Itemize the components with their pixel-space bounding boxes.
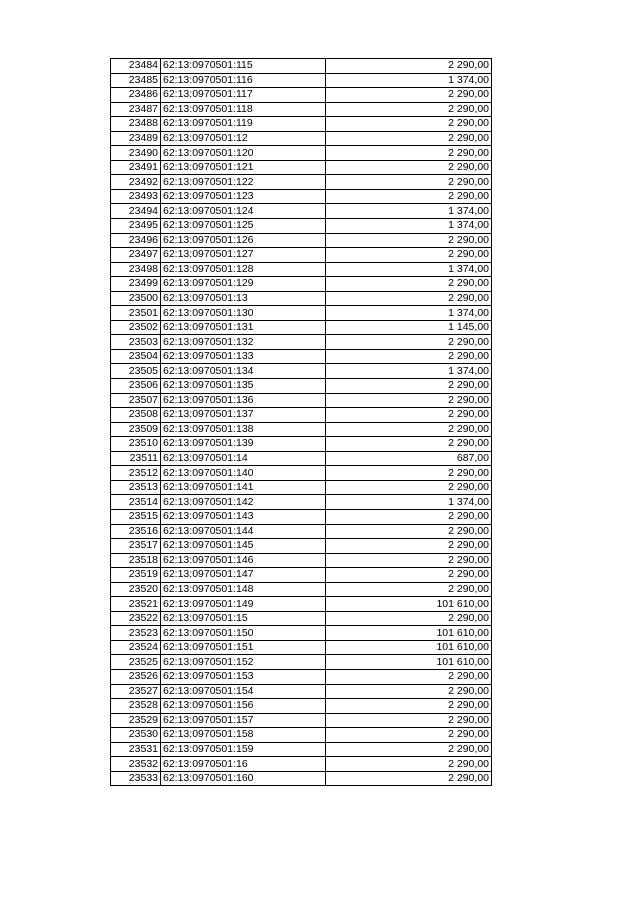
- table-row: [111, 582, 492, 597]
- row-number-cell: 23490: [111, 146, 161, 161]
- value-cell: 1 145,00: [326, 320, 492, 335]
- value-cell: 2 290,00: [326, 102, 492, 117]
- table-row: [111, 757, 492, 772]
- row-number-cell: 23509: [111, 422, 161, 437]
- table-row: [111, 626, 492, 641]
- value-cell: 2 290,00: [326, 422, 492, 437]
- cadastral-number-cell: 62:13:0970501:116: [161, 73, 326, 88]
- value-cell: 2 290,00: [326, 59, 492, 74]
- cadastral-number-cell: 62:13:0970501:148: [161, 582, 326, 597]
- table-row: [111, 597, 492, 612]
- value-cell: 1 374,00: [326, 204, 492, 219]
- table-row: [111, 349, 492, 364]
- value-cell: 101 610,00: [326, 640, 492, 655]
- value-cell: 101 610,00: [326, 626, 492, 641]
- row-number-cell: 23484: [111, 59, 161, 74]
- table-row: [111, 393, 492, 408]
- value-cell: 2 290,00: [326, 539, 492, 554]
- value-cell: 2 290,00: [326, 728, 492, 743]
- table-row: [111, 160, 492, 175]
- row-number-cell: 23487: [111, 102, 161, 117]
- value-cell: 2 290,00: [326, 88, 492, 103]
- value-cell: 2 290,00: [326, 568, 492, 583]
- table-row: [111, 480, 492, 495]
- row-number-cell: 23512: [111, 466, 161, 481]
- row-number-cell: 23486: [111, 88, 161, 103]
- table-row: [111, 422, 492, 437]
- row-number-cell: 23504: [111, 349, 161, 364]
- row-number-cell: 23506: [111, 379, 161, 394]
- row-number-cell: 23526: [111, 669, 161, 684]
- value-cell: 2 290,00: [326, 757, 492, 772]
- cadastral-number-cell: 62:13:0970501:119: [161, 117, 326, 132]
- cadastral-number-cell: 62:13:0970501:122: [161, 175, 326, 190]
- row-number-cell: 23530: [111, 728, 161, 743]
- row-number-cell: 23496: [111, 233, 161, 248]
- row-number-cell: 23518: [111, 553, 161, 568]
- cadastral-number-cell: 62:13:0970501:120: [161, 146, 326, 161]
- cadastral-number-cell: 62:13:0970501:126: [161, 233, 326, 248]
- cadastral-number-cell: 62:13:0970501:144: [161, 524, 326, 539]
- row-number-cell: 23522: [111, 611, 161, 626]
- table-row: [111, 466, 492, 481]
- cadastral-number-cell: 62:13:0970501:115: [161, 59, 326, 74]
- table-row: [111, 539, 492, 554]
- cadastral-number-cell: 62:13:0970501:12: [161, 131, 326, 146]
- table-row: [111, 364, 492, 379]
- row-number-cell: 23494: [111, 204, 161, 219]
- value-cell: 2 290,00: [326, 248, 492, 263]
- cadastral-number-cell: 62:13:0970501:141: [161, 480, 326, 495]
- value-cell: 2 290,00: [326, 480, 492, 495]
- cadastral-number-cell: 62:13:0970501:130: [161, 306, 326, 321]
- cadastral-number-cell: 62:13:0970501:131: [161, 320, 326, 335]
- table-row: [111, 379, 492, 394]
- row-number-cell: 23492: [111, 175, 161, 190]
- row-number-cell: 23501: [111, 306, 161, 321]
- table-row: [111, 320, 492, 335]
- value-cell: 2 290,00: [326, 713, 492, 728]
- table-row: [111, 451, 492, 466]
- value-cell: 2 290,00: [326, 408, 492, 423]
- value-cell: 2 290,00: [326, 684, 492, 699]
- cadastral-number-cell: 62:13:0970501:138: [161, 422, 326, 437]
- cadastral-number-cell: 62:13:0970501:129: [161, 277, 326, 292]
- value-cell: 2 290,00: [326, 233, 492, 248]
- table-row: [111, 509, 492, 524]
- row-number-cell: 23495: [111, 219, 161, 234]
- value-cell: 2 290,00: [326, 146, 492, 161]
- row-number-cell: 23527: [111, 684, 161, 699]
- cadastral-number-cell: 62:13:0970501:123: [161, 189, 326, 204]
- table-row: [111, 306, 492, 321]
- cadastral-number-cell: 62:13:0970501:136: [161, 393, 326, 408]
- cadastral-number-cell: 62:13:0970501:134: [161, 364, 326, 379]
- table-row: [111, 88, 492, 103]
- value-cell: 1 374,00: [326, 306, 492, 321]
- value-cell: 2 290,00: [326, 131, 492, 146]
- row-number-cell: 23520: [111, 582, 161, 597]
- table-row: [111, 59, 492, 74]
- value-cell: 2 290,00: [326, 117, 492, 132]
- cadastral-number-cell: 62:13:0970501:142: [161, 495, 326, 510]
- cadastral-number-cell: 62:13:0970501:139: [161, 437, 326, 452]
- cadastral-number-cell: 62:13:0970501:127: [161, 248, 326, 263]
- table-row: [111, 713, 492, 728]
- table-row: [111, 524, 492, 539]
- row-number-cell: 23505: [111, 364, 161, 379]
- table-row: [111, 699, 492, 714]
- value-cell: 687,00: [326, 451, 492, 466]
- row-number-cell: 23497: [111, 248, 161, 263]
- cadastral-number-cell: 62:13:0970501:151: [161, 640, 326, 655]
- value-cell: 2 290,00: [326, 466, 492, 481]
- value-cell: 2 290,00: [326, 349, 492, 364]
- table-row: [111, 553, 492, 568]
- value-cell: 2 290,00: [326, 160, 492, 175]
- table-row: [111, 219, 492, 234]
- table-body: [111, 59, 492, 786]
- cadastral-number-cell: 62:13:0970501:125: [161, 219, 326, 234]
- value-cell: 1 374,00: [326, 73, 492, 88]
- cadastral-number-cell: 62:13:0970501:146: [161, 553, 326, 568]
- cadastral-number-cell: 62:13:0970501:135: [161, 379, 326, 394]
- row-number-cell: 23491: [111, 160, 161, 175]
- table-row: [111, 655, 492, 670]
- row-number-cell: 23525: [111, 655, 161, 670]
- value-cell: 2 290,00: [326, 553, 492, 568]
- table-row: [111, 248, 492, 263]
- cadastral-number-cell: 62:13:0970501:128: [161, 262, 326, 277]
- cadastral-number-cell: 62:13:0970501:121: [161, 160, 326, 175]
- cadastral-value-table: [110, 58, 492, 786]
- row-number-cell: 23514: [111, 495, 161, 510]
- cadastral-number-cell: 62:13:0970501:16: [161, 757, 326, 772]
- table-row: [111, 277, 492, 292]
- row-number-cell: 23532: [111, 757, 161, 772]
- cadastral-number-cell: 62:13:0970501:143: [161, 509, 326, 524]
- row-number-cell: 23531: [111, 742, 161, 757]
- cadastral-number-cell: 62:13:0970501:133: [161, 349, 326, 364]
- table-row: [111, 495, 492, 510]
- value-cell: 2 290,00: [326, 582, 492, 597]
- value-cell: 2 290,00: [326, 509, 492, 524]
- cadastral-number-cell: 62:13:0970501:158: [161, 728, 326, 743]
- value-cell: 2 290,00: [326, 742, 492, 757]
- value-cell: 1 374,00: [326, 262, 492, 277]
- row-number-cell: 23510: [111, 437, 161, 452]
- value-cell: 2 290,00: [326, 277, 492, 292]
- row-number-cell: 23485: [111, 73, 161, 88]
- row-number-cell: 23502: [111, 320, 161, 335]
- cadastral-number-cell: 62:13:0970501:14: [161, 451, 326, 466]
- table-row: [111, 175, 492, 190]
- table-row: [111, 131, 492, 146]
- table-row: [111, 568, 492, 583]
- row-number-cell: 23488: [111, 117, 161, 132]
- table-row: [111, 684, 492, 699]
- table-row: [111, 669, 492, 684]
- value-cell: 2 290,00: [326, 611, 492, 626]
- cadastral-number-cell: 62:13:0970501:160: [161, 771, 326, 786]
- cadastral-number-cell: 62:13:0970501:137: [161, 408, 326, 423]
- row-number-cell: 23533: [111, 771, 161, 786]
- value-cell: 1 374,00: [326, 364, 492, 379]
- table-row: [111, 611, 492, 626]
- cadastral-number-cell: 62:13:0970501:150: [161, 626, 326, 641]
- value-cell: 2 290,00: [326, 291, 492, 306]
- value-cell: 2 290,00: [326, 669, 492, 684]
- cadastral-number-cell: 62:13:0970501:132: [161, 335, 326, 350]
- row-number-cell: 23493: [111, 189, 161, 204]
- value-cell: 2 290,00: [326, 524, 492, 539]
- row-number-cell: 23517: [111, 539, 161, 554]
- table-row: [111, 146, 492, 161]
- value-cell: 1 374,00: [326, 219, 492, 234]
- table-row: [111, 117, 492, 132]
- row-number-cell: 23500: [111, 291, 161, 306]
- value-cell: 2 290,00: [326, 189, 492, 204]
- table-row: [111, 335, 492, 350]
- row-number-cell: 23498: [111, 262, 161, 277]
- cadastral-number-cell: 62:13:0970501:117: [161, 88, 326, 103]
- row-number-cell: 23489: [111, 131, 161, 146]
- cadastral-number-cell: 62:13:0970501:152: [161, 655, 326, 670]
- cadastral-number-cell: 62:13:0970501:147: [161, 568, 326, 583]
- cadastral-number-cell: 62:13:0970501:156: [161, 699, 326, 714]
- row-number-cell: 23499: [111, 277, 161, 292]
- table-row: [111, 189, 492, 204]
- table-row: [111, 771, 492, 786]
- cadastral-number-cell: 62:13:0970501:153: [161, 669, 326, 684]
- table-row: [111, 742, 492, 757]
- row-number-cell: 23523: [111, 626, 161, 641]
- cadastral-number-cell: 62:13:0970501:140: [161, 466, 326, 481]
- table-row: [111, 728, 492, 743]
- value-cell: 2 290,00: [326, 379, 492, 394]
- row-number-cell: 23511: [111, 451, 161, 466]
- value-cell: 1 374,00: [326, 495, 492, 510]
- row-number-cell: 23528: [111, 699, 161, 714]
- value-cell: 2 290,00: [326, 437, 492, 452]
- value-cell: 2 290,00: [326, 699, 492, 714]
- table-row: [111, 102, 492, 117]
- table-row: [111, 408, 492, 423]
- row-number-cell: 23529: [111, 713, 161, 728]
- row-number-cell: 23508: [111, 408, 161, 423]
- table-row: [111, 291, 492, 306]
- cadastral-number-cell: 62:13:0970501:157: [161, 713, 326, 728]
- row-number-cell: 23521: [111, 597, 161, 612]
- row-number-cell: 23507: [111, 393, 161, 408]
- value-cell: 2 290,00: [326, 771, 492, 786]
- value-cell: 2 290,00: [326, 175, 492, 190]
- cadastral-number-cell: 62:13:0970501:145: [161, 539, 326, 554]
- table-row: [111, 262, 492, 277]
- table-row: [111, 73, 492, 88]
- table-row: [111, 640, 492, 655]
- table-row: [111, 437, 492, 452]
- value-cell: 2 290,00: [326, 335, 492, 350]
- cadastral-number-cell: 62:13:0970501:15: [161, 611, 326, 626]
- cadastral-number-cell: 62:13:0970501:149: [161, 597, 326, 612]
- row-number-cell: 23516: [111, 524, 161, 539]
- value-cell: 101 610,00: [326, 655, 492, 670]
- table-row: [111, 233, 492, 248]
- cadastral-number-cell: 62:13:0970501:159: [161, 742, 326, 757]
- cadastral-number-cell: 62:13:0970501:118: [161, 102, 326, 117]
- row-number-cell: 23519: [111, 568, 161, 583]
- table-row: [111, 204, 492, 219]
- cadastral-number-cell: 62:13:0970501:154: [161, 684, 326, 699]
- row-number-cell: 23513: [111, 480, 161, 495]
- row-number-cell: 23515: [111, 509, 161, 524]
- row-number-cell: 23524: [111, 640, 161, 655]
- value-cell: 2 290,00: [326, 393, 492, 408]
- row-number-cell: 23503: [111, 335, 161, 350]
- cadastral-number-cell: 62:13:0970501:13: [161, 291, 326, 306]
- cadastral-number-cell: 62:13:0970501:124: [161, 204, 326, 219]
- value-cell: 101 610,00: [326, 597, 492, 612]
